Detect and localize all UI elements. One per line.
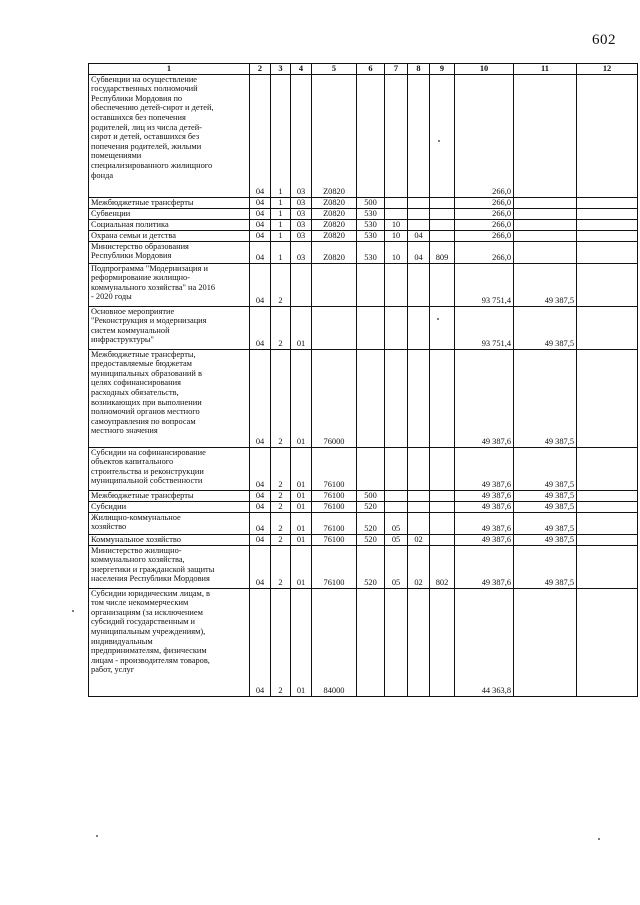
cell-col-9 xyxy=(430,349,455,447)
cell-col-6 xyxy=(357,306,385,349)
cell-col-6 xyxy=(357,349,385,447)
cell-col-10: 49 387,6 xyxy=(455,501,514,512)
cell-col-2: 04 xyxy=(250,588,271,696)
cell-col-9: 802 xyxy=(430,545,455,588)
cell-col-9: 809 xyxy=(430,241,455,263)
cell-col-2: 04 xyxy=(250,534,271,545)
cell-col-12 xyxy=(577,241,638,263)
row-label: Подпрограмма "Модернизация и реформирование жилищно- коммунального хозяйства" на 2016 - 2020 годы xyxy=(89,263,250,306)
cell-col-12 xyxy=(577,490,638,501)
cell-col-6: 500 xyxy=(357,197,385,208)
cell-col-9 xyxy=(430,588,455,696)
cell-col-6: 520 xyxy=(357,512,385,534)
cell-col-10: 93 751,4 xyxy=(455,306,514,349)
cell-col-2: 04 xyxy=(250,219,271,230)
cell-col-8: 04 xyxy=(408,241,430,263)
cell-col-8: 02 xyxy=(408,545,430,588)
cell-col-2: 04 xyxy=(250,208,271,219)
cell-col-8 xyxy=(408,501,430,512)
cell-col-10: 266,0 xyxy=(455,197,514,208)
col-header-10: 10 xyxy=(455,64,514,75)
cell-col-11: 49 387,5 xyxy=(514,534,577,545)
cell-col-7: 05 xyxy=(385,534,408,545)
cell-col-6 xyxy=(357,74,385,197)
cell-col-4 xyxy=(291,263,312,306)
row-label: Субвенции на осуществление государственных полномочий Республики Мордовия по обеспечению детей-сирот и детей, оставшихся без попечения родителей, лиц из числа детей- сирот и детей, оставшихся без попечения родителей, жилыми помещениями специализированного жилищного фонда xyxy=(89,74,250,197)
cell-col-7 xyxy=(385,197,408,208)
cell-col-10: 266,0 xyxy=(455,219,514,230)
cell-col-2: 04 xyxy=(250,490,271,501)
cell-col-7 xyxy=(385,501,408,512)
cell-col-8 xyxy=(408,208,430,219)
row-label: Министерство образования Республики Мордовия xyxy=(89,241,250,263)
scan-speck xyxy=(437,318,439,320)
cell-col-9 xyxy=(430,74,455,197)
cell-col-8 xyxy=(408,263,430,306)
table-row xyxy=(89,263,638,306)
table-row xyxy=(89,219,638,230)
cell-col-7 xyxy=(385,208,408,219)
cell-col-5: 76100 xyxy=(312,490,357,501)
col-header-5: 5 xyxy=(312,64,357,75)
table-row xyxy=(89,588,638,696)
cell-col-9 xyxy=(430,534,455,545)
page-number: 602 xyxy=(592,32,616,48)
cell-col-10: 266,0 xyxy=(455,208,514,219)
table-row xyxy=(89,208,638,219)
cell-col-5: Z0820 xyxy=(312,230,357,241)
cell-col-6 xyxy=(357,263,385,306)
cell-col-9 xyxy=(430,306,455,349)
cell-col-10: 49 387,6 xyxy=(455,512,514,534)
cell-col-6: 530 xyxy=(357,208,385,219)
cell-col-12 xyxy=(577,263,638,306)
cell-col-10: 49 387,6 xyxy=(455,490,514,501)
cell-col-5: Z0820 xyxy=(312,197,357,208)
cell-col-2: 04 xyxy=(250,263,271,306)
cell-col-3: 2 xyxy=(271,545,291,588)
cell-col-9 xyxy=(430,197,455,208)
cell-col-3: 2 xyxy=(271,263,291,306)
col-header-1: 1 xyxy=(89,64,250,75)
cell-col-6: 520 xyxy=(357,545,385,588)
cell-col-3: 2 xyxy=(271,306,291,349)
cell-col-4: 03 xyxy=(291,208,312,219)
scan-speck xyxy=(438,140,440,142)
row-label: Жилищно-коммунальное хозяйство xyxy=(89,512,250,534)
cell-col-6: 530 xyxy=(357,241,385,263)
cell-col-10: 266,0 xyxy=(455,241,514,263)
table-row xyxy=(89,447,638,490)
cell-col-4: 03 xyxy=(291,241,312,263)
row-label: Социальная политика xyxy=(89,219,250,230)
cell-col-5: 76000 xyxy=(312,349,357,447)
cell-col-2: 04 xyxy=(250,197,271,208)
cell-col-8 xyxy=(408,197,430,208)
cell-col-10: 93 751,4 xyxy=(455,263,514,306)
cell-col-5 xyxy=(312,263,357,306)
table-row xyxy=(89,490,638,501)
cell-col-6: 500 xyxy=(357,490,385,501)
cell-col-4: 01 xyxy=(291,545,312,588)
cell-col-7: 10 xyxy=(385,230,408,241)
row-label: Субсидии юридическим лицам, в том числе некоммерческим организациям (за исключением субсидий государственным и муниципальным учреждениям), индивидуальным предпринимателям, физическим лицам - производителям товаров, работ, услуг xyxy=(89,588,250,696)
cell-col-8 xyxy=(408,447,430,490)
cell-col-8 xyxy=(408,219,430,230)
cell-col-4: 01 xyxy=(291,447,312,490)
cell-col-4: 01 xyxy=(291,534,312,545)
cell-col-5: 76100 xyxy=(312,512,357,534)
cell-col-7 xyxy=(385,490,408,501)
cell-col-2: 04 xyxy=(250,447,271,490)
cell-col-12 xyxy=(577,219,638,230)
cell-col-12 xyxy=(577,74,638,197)
cell-col-3: 1 xyxy=(271,219,291,230)
cell-col-9 xyxy=(430,490,455,501)
cell-col-8 xyxy=(408,74,430,197)
table-row xyxy=(89,241,638,263)
cell-col-12 xyxy=(577,512,638,534)
cell-col-4: 01 xyxy=(291,306,312,349)
row-label: Межбюджетные трансферты, предоставляемые бюджетам муниципальных образований в целях софинансирования расходных обязательств, возникающих при выполнении полномочий органов местного самоуправления по вопросам местного значения xyxy=(89,349,250,447)
cell-col-7 xyxy=(385,349,408,447)
cell-col-7 xyxy=(385,588,408,696)
cell-col-5: 76100 xyxy=(312,447,357,490)
cell-col-10: 49 387,6 xyxy=(455,447,514,490)
cell-col-11 xyxy=(514,588,577,696)
cell-col-6: 520 xyxy=(357,501,385,512)
cell-col-10: 44 363,8 xyxy=(455,588,514,696)
cell-col-5: Z0820 xyxy=(312,74,357,197)
cell-col-4: 01 xyxy=(291,349,312,447)
cell-col-12 xyxy=(577,208,638,219)
cell-col-9 xyxy=(430,447,455,490)
cell-col-11: 49 387,5 xyxy=(514,263,577,306)
table-row xyxy=(89,501,638,512)
cell-col-9 xyxy=(430,501,455,512)
cell-col-4: 01 xyxy=(291,501,312,512)
cell-col-3: 2 xyxy=(271,501,291,512)
col-header-12: 12 xyxy=(577,64,638,75)
cell-col-11 xyxy=(514,74,577,197)
cell-col-2: 04 xyxy=(250,74,271,197)
col-header-3: 3 xyxy=(271,64,291,75)
scan-speck xyxy=(598,838,600,840)
col-header-7: 7 xyxy=(385,64,408,75)
cell-col-4: 03 xyxy=(291,74,312,197)
header-row xyxy=(89,64,638,75)
cell-col-9 xyxy=(430,230,455,241)
row-label: Межбюджетные трансферты xyxy=(89,490,250,501)
cell-col-9 xyxy=(430,263,455,306)
cell-col-7 xyxy=(385,263,408,306)
cell-col-8 xyxy=(408,306,430,349)
cell-col-9 xyxy=(430,219,455,230)
cell-col-2: 04 xyxy=(250,230,271,241)
row-label: Субсидии xyxy=(89,501,250,512)
cell-col-5: 84000 xyxy=(312,588,357,696)
cell-col-3: 2 xyxy=(271,349,291,447)
budget-table xyxy=(88,63,638,697)
table-row xyxy=(89,74,638,197)
cell-col-7: 10 xyxy=(385,219,408,230)
cell-col-12 xyxy=(577,197,638,208)
cell-col-10: 49 387,6 xyxy=(455,545,514,588)
cell-col-7 xyxy=(385,447,408,490)
cell-col-6: 530 xyxy=(357,230,385,241)
cell-col-11 xyxy=(514,208,577,219)
cell-col-2: 04 xyxy=(250,545,271,588)
cell-col-11: 49 387,5 xyxy=(514,501,577,512)
cell-col-11: 49 387,5 xyxy=(514,512,577,534)
cell-col-8 xyxy=(408,349,430,447)
cell-col-11: 49 387,5 xyxy=(514,545,577,588)
cell-col-5: 76100 xyxy=(312,501,357,512)
cell-col-12 xyxy=(577,306,638,349)
table-body xyxy=(89,74,638,696)
col-header-11: 11 xyxy=(514,64,577,75)
cell-col-3: 1 xyxy=(271,208,291,219)
cell-col-7: 05 xyxy=(385,545,408,588)
cell-col-2: 04 xyxy=(250,501,271,512)
cell-col-3: 1 xyxy=(271,74,291,197)
cell-col-5: 76100 xyxy=(312,545,357,588)
cell-col-3: 2 xyxy=(271,588,291,696)
cell-col-6: 520 xyxy=(357,534,385,545)
table-row xyxy=(89,230,638,241)
row-label: Основное мероприятие "Реконструкция и модернизация систем коммунальной инфраструктуры" xyxy=(89,306,250,349)
cell-col-11: 49 387,5 xyxy=(514,306,577,349)
cell-col-4: 01 xyxy=(291,490,312,501)
cell-col-6 xyxy=(357,447,385,490)
cell-col-10: 266,0 xyxy=(455,74,514,197)
cell-col-3: 1 xyxy=(271,197,291,208)
cell-col-8 xyxy=(408,588,430,696)
table-row xyxy=(89,306,638,349)
cell-col-11 xyxy=(514,219,577,230)
cell-col-4: 03 xyxy=(291,197,312,208)
cell-col-11: 49 387,5 xyxy=(514,490,577,501)
cell-col-12 xyxy=(577,349,638,447)
table-row xyxy=(89,197,638,208)
cell-col-10: 266,0 xyxy=(455,230,514,241)
cell-col-12 xyxy=(577,588,638,696)
cell-col-12 xyxy=(577,501,638,512)
cell-col-3: 2 xyxy=(271,512,291,534)
table-row xyxy=(89,349,638,447)
cell-col-8 xyxy=(408,512,430,534)
row-label: Субсидии на софинансирование объектов капитального строительства и реконструкции муниципальной собственности xyxy=(89,447,250,490)
cell-col-8 xyxy=(408,490,430,501)
cell-col-7 xyxy=(385,306,408,349)
col-header-9: 9 xyxy=(430,64,455,75)
cell-col-11: 49 387,5 xyxy=(514,349,577,447)
cell-col-5: Z0820 xyxy=(312,208,357,219)
cell-col-4: 03 xyxy=(291,230,312,241)
cell-col-12 xyxy=(577,545,638,588)
cell-col-4: 03 xyxy=(291,219,312,230)
cell-col-3: 2 xyxy=(271,447,291,490)
col-header-8: 8 xyxy=(408,64,430,75)
cell-col-11 xyxy=(514,230,577,241)
col-header-4: 4 xyxy=(291,64,312,75)
cell-col-7: 10 xyxy=(385,241,408,263)
cell-col-7: 05 xyxy=(385,512,408,534)
cell-col-6 xyxy=(357,588,385,696)
cell-col-10: 49 387,6 xyxy=(455,349,514,447)
row-label: Министерство жилищно- коммунального хозяйства, энергетики и гражданской защиты населения Республики Мордовия xyxy=(89,545,250,588)
cell-col-9 xyxy=(430,208,455,219)
cell-col-3: 2 xyxy=(271,534,291,545)
cell-col-7 xyxy=(385,74,408,197)
cell-col-5: 76100 xyxy=(312,534,357,545)
cell-col-2: 04 xyxy=(250,306,271,349)
cell-col-8: 04 xyxy=(408,230,430,241)
scan-speck xyxy=(96,835,98,837)
cell-col-11 xyxy=(514,241,577,263)
row-label: Охрана семьи и детства xyxy=(89,230,250,241)
row-label: Межбюджетные трансферты xyxy=(89,197,250,208)
cell-col-11 xyxy=(514,197,577,208)
row-label: Субвенции xyxy=(89,208,250,219)
cell-col-12 xyxy=(577,534,638,545)
cell-col-3: 1 xyxy=(271,241,291,263)
table-row xyxy=(89,534,638,545)
table-row xyxy=(89,512,638,534)
cell-col-10: 49 387,6 xyxy=(455,534,514,545)
col-header-2: 2 xyxy=(250,64,271,75)
cell-col-12 xyxy=(577,447,638,490)
cell-col-3: 2 xyxy=(271,490,291,501)
cell-col-2: 04 xyxy=(250,512,271,534)
cell-col-4: 01 xyxy=(291,588,312,696)
row-label: Коммунальное хозяйство xyxy=(89,534,250,545)
cell-col-6: 530 xyxy=(357,219,385,230)
cell-col-8: 02 xyxy=(408,534,430,545)
table-row xyxy=(89,545,638,588)
cell-col-11: 49 387,5 xyxy=(514,447,577,490)
cell-col-3: 1 xyxy=(271,230,291,241)
scan-speck xyxy=(72,610,74,612)
cell-col-5 xyxy=(312,306,357,349)
col-header-6: 6 xyxy=(357,64,385,75)
cell-col-4: 01 xyxy=(291,512,312,534)
cell-col-5: Z0820 xyxy=(312,241,357,263)
cell-col-5: Z0820 xyxy=(312,219,357,230)
cell-col-12 xyxy=(577,230,638,241)
cell-col-2: 04 xyxy=(250,241,271,263)
cell-col-9 xyxy=(430,512,455,534)
cell-col-2: 04 xyxy=(250,349,271,447)
